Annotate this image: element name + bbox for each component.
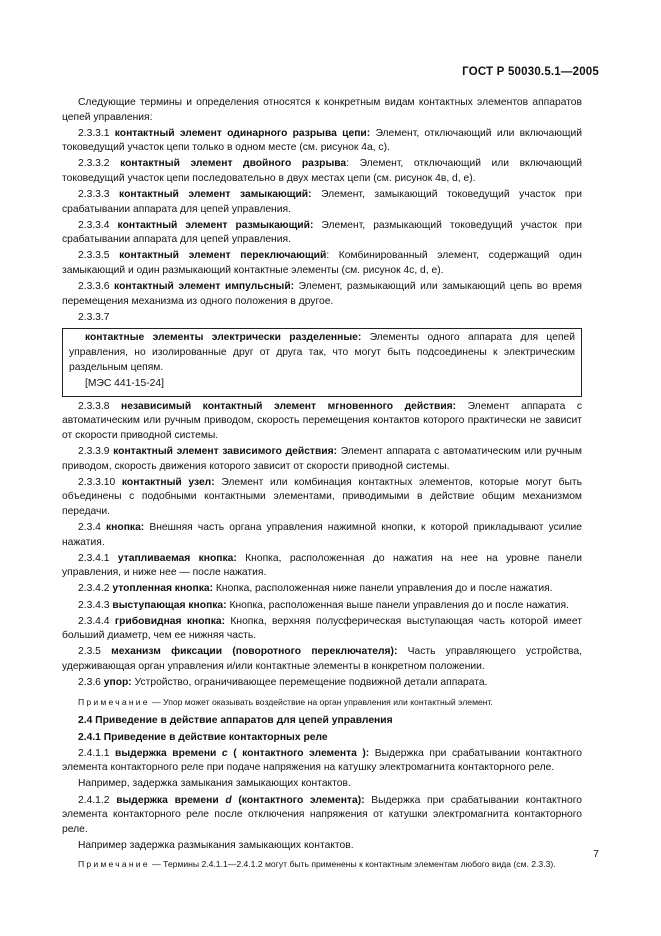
definition-number: 2.3.3.3 xyxy=(78,189,110,201)
definition-item xyxy=(62,476,582,520)
item-number-2337: 2.3.3.7 xyxy=(78,311,110,323)
definitions-group-b xyxy=(62,400,582,691)
definition-term: грибовидная кнопка: xyxy=(114,615,226,627)
definition-item xyxy=(62,280,582,309)
definition-text: Элементы одного аппарата для цепей управления, но изолированные друг от друга так, что могут быть подсоединены к электрическим раздельным цепям. xyxy=(69,332,575,373)
section-heading-2-4: 2.4 Приведение в действие аппаратов для цепей управления xyxy=(78,715,393,727)
definition-number: 2.3.4.2 xyxy=(78,583,110,595)
document-id: ГОСТ Р 50030.5.1—2005 xyxy=(462,66,599,78)
definition-term: контактный элемент размыкающий: xyxy=(117,219,314,231)
definition-number: 2.3.3.2 xyxy=(78,158,110,170)
boxed-definition xyxy=(62,328,582,396)
definition-item xyxy=(62,615,582,644)
definition-term: выдержка времени d (контактного элемента): xyxy=(116,794,365,806)
definition-text: : Элемент, отключающий или включающий токоведущий участок цепи последовательно в двух местах цепи (см. рисунок 4в, d, е). xyxy=(62,158,582,184)
definition-text: Элемент, размыкающий или замыкающий цепь во время перемещения механизма из одного положения в другое. xyxy=(62,281,582,307)
definition-number: 2.3.3.10 xyxy=(78,476,116,488)
definition-item xyxy=(62,582,582,597)
definition-number: 2.3.4.4 xyxy=(78,615,110,627)
definition-item xyxy=(62,445,582,474)
definition-term: контактный элемент переключающий xyxy=(119,250,327,262)
definition-term: выдержка времени c ( контактного элемента ): xyxy=(115,747,370,759)
page-number: 7 xyxy=(593,848,599,860)
definition-number: 2.3.3.4 xyxy=(78,219,110,231)
definition-text: Элемент, замыкающий токоведущий участок при срабатывании аппарата для цепей управления. xyxy=(62,189,582,215)
note-text: — Упор может оказывать воздействие на орган управления или контактный элемент. xyxy=(152,696,493,707)
definition-term: контактный элемент замыкающий: xyxy=(119,189,312,201)
document-body xyxy=(62,96,582,877)
definition-term: независимый контактный элемент мгновенного действия: xyxy=(121,400,457,412)
section-heading-2-4-1: 2.4.1 Приведение в действие контакторных реле xyxy=(78,731,328,743)
definition-2411: 2.4.1.1 выдержка времени c ( контактного элемента ): Выдержка при срабатывании контактного элемента контакторного реле при подаче напряжения на катушку электромагнита контакторного реле. xyxy=(62,747,582,774)
note-label: Примечание xyxy=(78,859,150,870)
definition-item xyxy=(62,219,582,248)
definition-item xyxy=(62,521,582,550)
definition-number: 2.3.3.5 xyxy=(78,250,110,262)
definition-term: контактный элемент одинарного разрыва цепи: xyxy=(114,127,371,139)
boxed-definition-text xyxy=(69,331,575,375)
definition-2412: 2.4.1.2 выдержка времени d (контактного элемента): Выдержка при срабатывании контактного элемента контакторного реле после отключения напряжения от катушки электромагнита контакторного реле. xyxy=(62,794,582,835)
definition-text: Элемент аппарата с автоматическим или ручным приводом, скорость перемещения контактов которого практически не зависит от скорости приводной системы. xyxy=(62,400,582,441)
definition-text: Кнопка, верхняя полусферическая выступающая часть которой имеет больший диаметр, чем ее нижняя часть. xyxy=(62,615,582,642)
definition-text: Устройство, ограничивающее перемещение подвижной детали аппарата. xyxy=(134,676,488,688)
definition-term: утопленная кнопка: xyxy=(112,583,214,595)
definition-item xyxy=(62,676,582,691)
definition-item xyxy=(62,188,582,217)
note-2 xyxy=(62,858,582,871)
definition-item xyxy=(62,400,582,444)
definition-text: Кнопка, расположенная до нажатия на нее на уровне панели управления, и ниже нее — после нажатия. xyxy=(62,552,582,579)
definition-term: кнопка: xyxy=(106,522,145,534)
definition-number: 2.3.4.3 xyxy=(78,599,110,611)
definition-item xyxy=(62,599,582,614)
definition-text: Внешняя часть органа управления нажимной кнопки, к которой прикладывают усилие нажатия. xyxy=(62,522,582,548)
definition-item xyxy=(62,127,582,156)
definition-reference: [МЭС 441-15-24] xyxy=(85,377,164,389)
definition-number: 2.3.4.1 xyxy=(78,552,110,564)
definitions-group-a xyxy=(62,127,582,310)
definition-number: 2.3.5 xyxy=(78,646,101,658)
definition-number: 2.3.3.9 xyxy=(78,446,110,458)
definition-term: контактные элементы электрически разделенные: xyxy=(85,332,362,344)
definition-text: : Комбинированный элемент, содержащий один замыкающий и один размыкающий контактные элементы (см. рисунок 4с, d, е). xyxy=(62,250,582,277)
definition-item xyxy=(62,157,582,186)
example-2: Например задержка размыкания замыкающих контактов. xyxy=(78,839,354,851)
note-label: Примечание xyxy=(78,696,150,707)
definition-number: 2.3.6 xyxy=(78,676,101,688)
definition-text: Элемент, размыкающий токоведущий участок при срабатывании аппарата для цепей управления. xyxy=(62,219,582,246)
definition-text: Кнопка, расположенная выше панели управления до и после нажатия. xyxy=(229,599,569,611)
definition-item xyxy=(62,249,582,278)
definition-text: Выдержка при срабатывании контактного элемента контакторного реле при подаче напряжения на катушку электромагнита контакторного реле. xyxy=(62,747,582,774)
definition-item xyxy=(62,552,582,581)
definition-text: Кнопка, расположенная ниже панели управления до и после нажатия. xyxy=(215,583,553,595)
definition-item xyxy=(62,645,582,674)
definition-text: Выдержка при срабатывании контактного элемента контакторного реле после отключения напряжения от катушки электромагнита контакторного реле. xyxy=(62,794,582,835)
definition-number: 2.3.3.6 xyxy=(78,281,110,293)
definition-term: механизм фиксации (поворотного переключателя): xyxy=(111,646,398,658)
definition-term: контактный элемент импульсный: xyxy=(114,281,295,293)
example-1: Например, задержка замыкания замыкающих контактов. xyxy=(78,778,351,790)
definition-term: выступающая кнопка: xyxy=(112,599,227,611)
definition-number: 2.3.3.8 xyxy=(78,400,110,412)
definition-term: контактный элемент зависимого действия: xyxy=(113,446,338,458)
definition-term: контактный элемент двойного разрыва xyxy=(120,158,347,170)
definition-text: Элемент, отключающий или включающий токоведущий участок цепи только в одном месте (см. рисунок 4а, с). xyxy=(62,127,582,154)
intro-paragraph: Следующие термины и определения относятся к конкретным видам контактных элементов аппаратов цепей управления: xyxy=(62,97,582,123)
definition-term: упор: xyxy=(103,676,132,688)
definition-number: 2.3.3.1 xyxy=(78,127,110,139)
definition-text: Элемент или комбинация контактных элементов, которые могут быть объединены с подобными контактными элементами, приводимыми в действие общим механизмом передачи. xyxy=(62,476,582,517)
definition-number: 2.3.4 xyxy=(78,522,101,534)
note-text: — Термины 2.4.1.1—2.4.1.2 могут быть применены к контактным элементам любого вида (см. 2.3.3). xyxy=(152,859,556,870)
definition-text: Элемент аппарата с автоматическим или ручным приводом, скорость движения которого зависит от скорости приводной системы. xyxy=(62,446,582,472)
definition-term: контактный узел: xyxy=(121,476,215,488)
note-1 xyxy=(62,696,582,709)
definition-term: утапливаемая кнопка: xyxy=(117,552,237,564)
definition-text: Часть управляющего устройства, удерживающая орган управления и/или контактные элементы в конкретном положении. xyxy=(62,646,582,672)
